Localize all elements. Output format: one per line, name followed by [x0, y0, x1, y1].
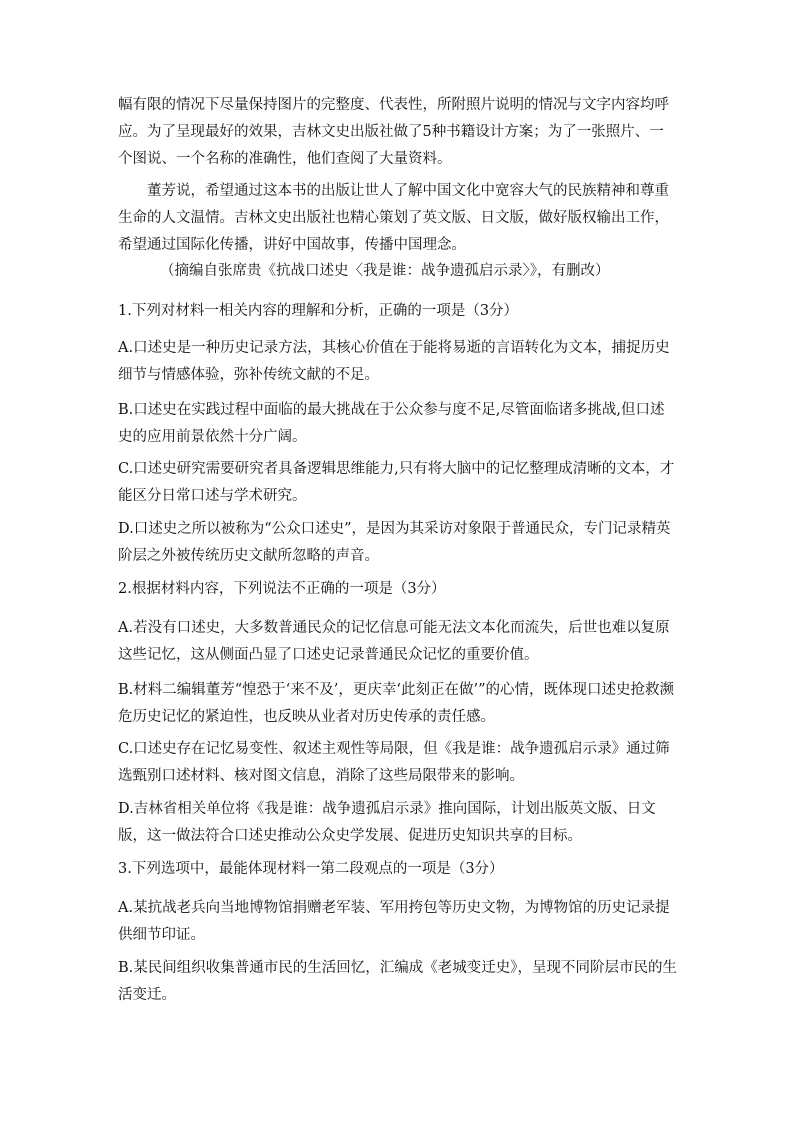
question-3-option-a: A.某抗战老兵向当地博物馆捐赠老军装、军用挎包等历史文物，为博物馆的历史记录提供细节印证。: [118, 900, 670, 943]
question-2-option-d: D.吉林省相关单位将《我是谁：战争遗孤启示录》推向国际，计划出版英文版、日文版，这一做法符合口述史推动公众史学发展、促进历史知识共享的目标。: [118, 801, 656, 844]
question-3-option-b: B.某民间组织收集普通市民的生活回忆，汇编成《老城变迁史》，呈现不同阶层市民的生活变迁。: [118, 960, 678, 1003]
question-3-stem: 3.下列选项中，最能体现材料一第二段观点的一项是（3分）: [118, 861, 504, 877]
paragraph-continued: 幅有限的情况下尽量保持图片的完整度、代表性，所附照片说明的情况与文字内容均呼应。为了呈现最好的效果，吉林文史出版社做了5种书籍设计方案；为了一张照片、一个图说、一个名称的准确性，他们查阅了大量资料。: [118, 97, 669, 167]
citation: （摘编自张席贵《抗战口述史〈我是谁：战争遗孤启示录〉》，有删改）: [160, 263, 610, 279]
question-2-stem: 2.根据材料内容，下列说法不正确的一项是（3分）: [118, 581, 446, 597]
question-1-option-c: C.口述史研究需要研究者具备逻辑思维能力,只有将大脑中的记忆整理成清晰的文本，才能区分日常口述与学术研究。: [118, 461, 675, 504]
question-1-option-d: D.口述史之所以被称为“公众口述史”，是因为其采访对象限于普通民众，专门记录精英阶层之外被传统历史文献所忽略的声音。: [118, 521, 671, 564]
paragraph-dongfang: 董芳说，希望通过这本书的出版让世人了解中国文化中宽容大气的民族精神和尊重生命的人文温情。吉林文史出版社也精心策划了英文版、日文版，做好版权输出工作，希望通过国际化传播，讲好中国故事，传播中国理念。: [118, 183, 669, 253]
question-1-stem: 1.下列对材料一相关内容的理解和分析，正确的一项是（3分）: [118, 303, 519, 319]
question-1-option-a: A.口述史是一种历史记录方法，其核心价值在于能将易逝的言语转化为文本，捕捉历史细节与情感体验，弥补传统文献的不足。: [118, 340, 670, 383]
question-2-option-b: B.材料二编辑董芳“惶恐于‘来不及’，更庆幸‘此刻正在做’”的心情，既体现口述史抢救濒危历史记忆的紧迫性，也反映从业者对历史传承的责任感。: [118, 682, 675, 725]
question-2-option-c: C.口述史存在记忆易变性、叙述主观性等局限，但《我是谁：战争遗孤启示录》通过筛选甄别口述材料、核对图文信息，消除了这些局限带来的影响。: [118, 741, 670, 784]
question-1-option-b: B.口述史在实践过程中面临的最大挑战在于公众参与度不足,尽管面临诸多挑战,但口述史的应用前景依然十分广阔。: [118, 402, 665, 445]
question-2-option-a: A.若没有口述史，大多数普通民众的记忆信息可能无法文本化而流失，后世也难以复原这些记忆，这从侧面凸显了口述史记录普通民众记忆的重要价值。: [118, 620, 670, 663]
